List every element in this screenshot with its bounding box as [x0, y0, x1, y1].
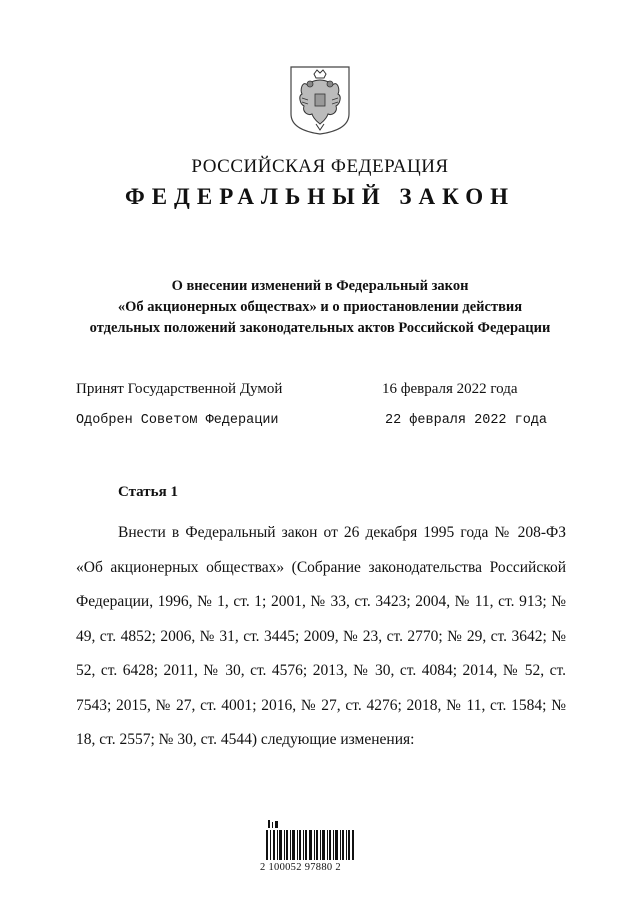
double-headed-eagle-icon — [288, 64, 352, 136]
country-name: РОССИЙСКАЯ ФЕДЕРАЦИЯ — [191, 156, 449, 177]
coat-of-arms-emblem — [288, 64, 352, 136]
article-body — [76, 516, 566, 758]
duma-adoption-date: 16 февраля 2022 года — [382, 381, 518, 397]
law-title-line-3: отдельных положений законодательных актов Российской Федерации — [89, 320, 551, 336]
council-approval-date: 22 февраля 2022 года — [385, 413, 548, 428]
law-title-line-1: О внесении изменений в Федеральный закон — [171, 278, 469, 294]
barcode — [266, 820, 356, 860]
law-title-line-2: «Об акционерных обществах» и о приостановлении действия — [117, 299, 523, 315]
article-heading: Статья 1 — [118, 484, 178, 500]
council-approval-label: Одобрен Советом Федерации — [76, 413, 279, 428]
document-type: ФЕДЕРАЛЬНЫЙ ЗАКОН — [124, 184, 516, 209]
duma-adoption-label: Принят Государственной Думой — [76, 381, 283, 397]
article-paragraph: Внести в Федеральный закон от 26 декабря 1995 года № 208-ФЗ «Об акционерных обществах» (Собрание законодательства Российской Федерации, 1996, № 1, ст. 1; 2001, № 33, ст. 3423; 2004, № 11, ст. 913; № 49, ст. 4852; 2006, № 31, ст. 3445; 2009, № 23, ст. 2770; № 29, ст. 3642; № 52, ст. 6428; 2011, № 30, ст. 4576; 2013, № 30, ст. 4084; 2014, № 52, ст. 7543; 2015, № 27, ст. 4001; 2016, № 27, ст. 4276; 2018, № 11, ст. 1584; № 18, ст. 2557; № 30, ст. 4544) следующие изменения: — [76, 524, 566, 748]
barcode-icon — [266, 820, 356, 860]
barcode-number: 2 100052 97880 2 — [260, 862, 341, 873]
